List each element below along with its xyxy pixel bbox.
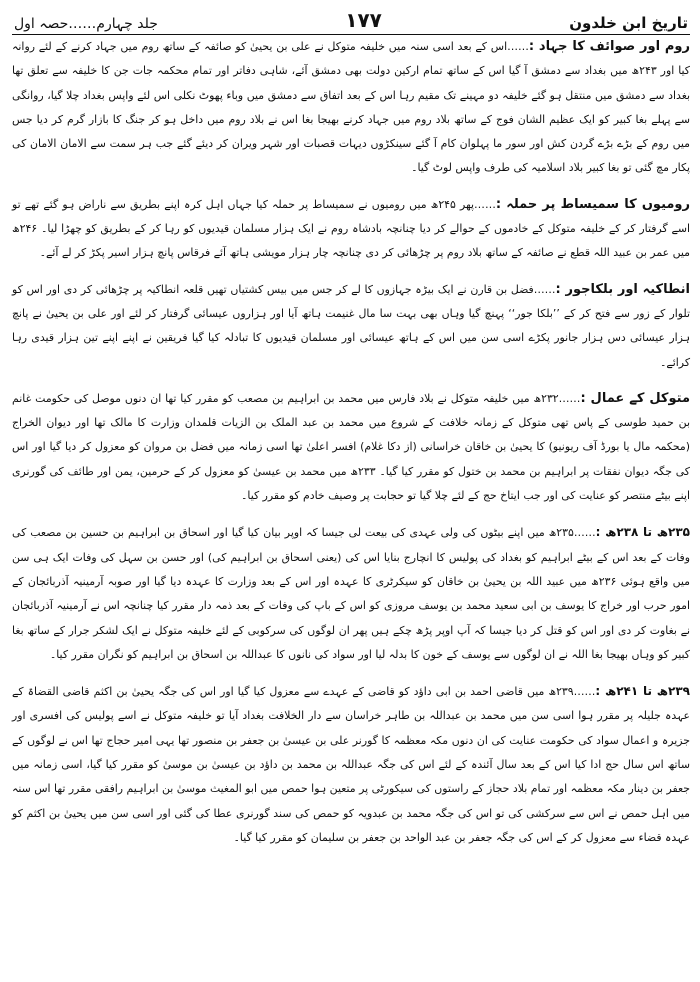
section-samosata-attack <box>12 193 690 266</box>
section-text: ……پھر ۲۴۵ھ میں رومیوں نے سمیساط پر حملہ کیا جہاں اہل کرہ اپنے بطریق سے ناراض ہو گئے تھے تو اسے گرفتار کر کے خلیفہ متوکل کے خادموں کے حوالے کر دیا چنانچہ بادشاہ روم نے ایک ہزار مسلمان قیدیوں کو رہا کر کے بطریق کو چھڑا لیا۔ ۲۴۶ھ میں عمر بن عبید اللہ قطع نے صائفہ کے ساتھ بلاد روم پر چڑھائی کر دی چنانچہ چار ہزار مویشی ہاتھ آئے فرقاس پانچ ہزار اسیر پکڑ کر لے آئے۔ <box>12 197 690 260</box>
section-date-heading: ۲۳۹ھ تا ۲۴۱ھ : <box>595 684 691 699</box>
page-body <box>12 35 690 850</box>
volume-label: جلد چہارم……حصہ اول <box>14 16 158 32</box>
section-rome-jihad <box>12 35 690 181</box>
page-header <box>12 4 690 35</box>
section-text: ……۲۳۹ھ میں قاضی احمد بن ابی داؤد کو قاضی کے عہدے سے معزول کیا گیا اور اس کی جگہ یحییٰ بن اکثم قاضی القضاۃ کے عہدہ جلیلہ پر مقرر ہوا اسی سن میں محمد بن عبداللہ بن طاہر خراسان سے دار الخلافت بغداد آیا تو خلیفہ متوکل نے اسے پولیس کی افسری اور جزیرہ و اعمال سواد کی حکومت عنایت کی ان دنوں مکہ معظمہ کا گورنر علی بن عیسیٰ بن جعفر بن منصور تھا یہی امیر حجاج تھا اس نے لوگوں کے ساتھ اس سال حج ادا کیا اس کے بعد سال آئندہ کے لئے اس کی جگہ عبداللہ بن محمد بن داؤد بن عیسیٰ بن موسیٰ کو مقرر کیا گیا، اسی زمانہ میں جعفر بن دینار مکہ معظمہ اور تمام بلاد حجاز کے راستوں کی سیکورٹی پر متعین ہوا حمص میں ابو المغیث موسیٰ بن ابراہیم رافقی مقرر تھا اس سنہ میں اہل حمص نے اس سے سرکشی کی تو اس کی جگہ محمد بن عبدویہ کو حمص کی سند گورنری عطا کی گئی اور اسی سن میں یحییٰ بن اکثم کو عہدہ قضاء سے معزول کر کے اس کی جگہ جعفر بن عبد الواحد بن جعفر بن سلیمان کو مقرر کیا گیا۔ <box>12 685 690 844</box>
section-text: ……۲۳۲ھ میں خلیفہ متوکل نے بلاد فارس میں محمد بن ابراہیم بن مصعب کو مقرر کیا تھا ان دنوں موصل کی حکومت غانم بن حمید طوسی کے پاس تھی متوکل کے زمانہ خلافت کے شروع میں محمد بن عبد الملک بن الزیات قلمدان وزارت کا مالک تھا اور دیوان الخراج (محکمہ مال یا بورڈ آف ریونیو) کا یحییٰ بن خاقان خراسانی (از دکا غلام) افسر اعلیٰ تھا اسی زمانہ میں فضل بن مروان کو معزول کر دیا گیا اور اس کی جگہ دیوان نفقات پر ابراہیم بن محمد بن ختول کو مقرر کیا گیا۔ ۲۳۳ھ میں محمد بن عیسیٰ کو معزول کر کے حرمین، یمن اور طائف کی گورنری اپنے بیٹے منتصر کو عنایت کی اور جب ایتاخ حج کے لئے چلا گیا تو حجابت پر وصیف خادم کو مقرر کیا۔ <box>12 391 690 503</box>
section-text: ……فضل بن قارن نے ایک بیڑہ جہازوں کا لے کر جس میں بیس کشتیاں تھیں قلعہ انطاکیہ پر چڑھائی کر دی اور اس کو تلوار کے زور سے فتح کر کے ’’بلکا جور‘‘ پہنچ گیا وہاں بھی بہت سا مال غنیمت ہاتھ آیا اور ہزاروں عیسائی گرفتار کر لئے اور علی بن یحییٰ نے پانچ ہزار عیسائی دس ہزار جانور پکڑے اسی سن میں اس کے ہاتھ عیسائی اور مسلمان قیدیوں کا تبادلہ کیا گیا فریقین نے اپنے اپنے تین ہزار قیدی رہا کرائے۔ <box>12 282 690 369</box>
section-heading: رومیوں کا سمیساط پر حملہ : <box>495 196 690 212</box>
section-235-238 <box>12 520 690 667</box>
section-heading: انطاکیہ اور بلکاجور : <box>555 281 690 297</box>
section-239-241 <box>12 679 690 850</box>
section-text: ……۲۳۵ھ میں اپنے بیٹوں کی ولی عہدی کی بیعت لی جیسا کہ اوپر بیان کیا گیا اور اسحاق بن ابراہیم بن حسین بن مصعب کی وفات کے بعد اس کے بیٹے ابراہیم کو بغداد کی پولیس کا انچارج بنایا اس کی (یعنی اسحاق بن ابراہیم کی) اور حسن بن سہل کی وفات ایک ہی سن میں واقع ہوئی ۲۳۶ھ میں عبید اللہ بن یحییٰ بن خاقان کو سیکرٹری کا عہدہ اور اس کے بعد وزارت کا عہدہ دیا گیا اور صوبہ آرمینیہ آذربائجان کے امور حرب اور خراج کا یوسف بن ابی سعید محمد بن یوسف مروزی کو اس کے باپ کی وفات کے بعد ذمہ دار مقرر کیا چنانچہ اس نے آرمینیہ آذربائجان نے بغاوت کر دی اور اس کو قتل کر دیا جیسا کہ آپ اوپر پڑھ چکے ہیں پھر ان لوگوں کی سرکوبی کے لئے خلیفہ متوکل نے ایک لشکر جرار کے ساتھ بغا کبیر کو وہاں بھیجا بغا اللہ نے ان لوگوں سے یوسف کے خون کا بدلہ لیا اور سواد کی نانوں کا عبداللہ بن اسحاق بن ابراہیم کو نگران مقرر کیا۔ <box>12 526 690 661</box>
section-heading: روم اور صوائف کا جہاد : <box>528 39 690 54</box>
section-text: ……اس کے بعد اسی سنہ میں خلیفہ متوکل نے علی بن یحییٰ کو صائفہ کے ساتھ روم میں جہاد کرنے کے لئے روانہ کیا اور ۲۴۳ھ میں بغداد سے دمشق آ گیا اس کے ساتھ تمام ارکین دولت بھی دمشق آئے، شاہی دفاتر اور تمام محکمہ جات جن کا خلیفہ سے تعلق تھا بغداد سے دمشق میں منتقل ہو گئے خلیفہ دو مہینے تک مقیم رہا اس کے بعد اتفاق سے دمشق میں وباء پھوٹ نکلی اس لئے واپس بغداد چلا گیا، روانگی سے پہلے بغا کبیر کو ایک عظیم الشان فوج کے ساتھ بلاد روم میں جہاد کرنے بھیجا بغا اس نے بلاد روم میں داخل ہو کر جنگ کا بازار گرم کر دیا جس میں روم کے بڑے بڑے گردن کش اور سور ما پہلوان کام آ گئے سینکڑوں دیہات قصبات اور شہر ویران کر دیئے گئے جب ہر سمت سے الامان الامان کی پکار مچ گئی تو بغا کبیر بلاد اسلامیہ کی طرف واپس لوٹ گیا۔ <box>12 40 690 175</box>
section-antioch <box>12 278 690 375</box>
book-title: تاریخ ابن خلدون <box>569 14 688 32</box>
section-mutawakkil-officials <box>12 387 690 508</box>
section-date-heading: ۲۳۵ھ تا ۲۳۸ھ : <box>595 525 690 540</box>
page-number: ۱۷۷ <box>345 8 382 32</box>
section-heading: متوکل کے عمال : <box>580 390 690 406</box>
